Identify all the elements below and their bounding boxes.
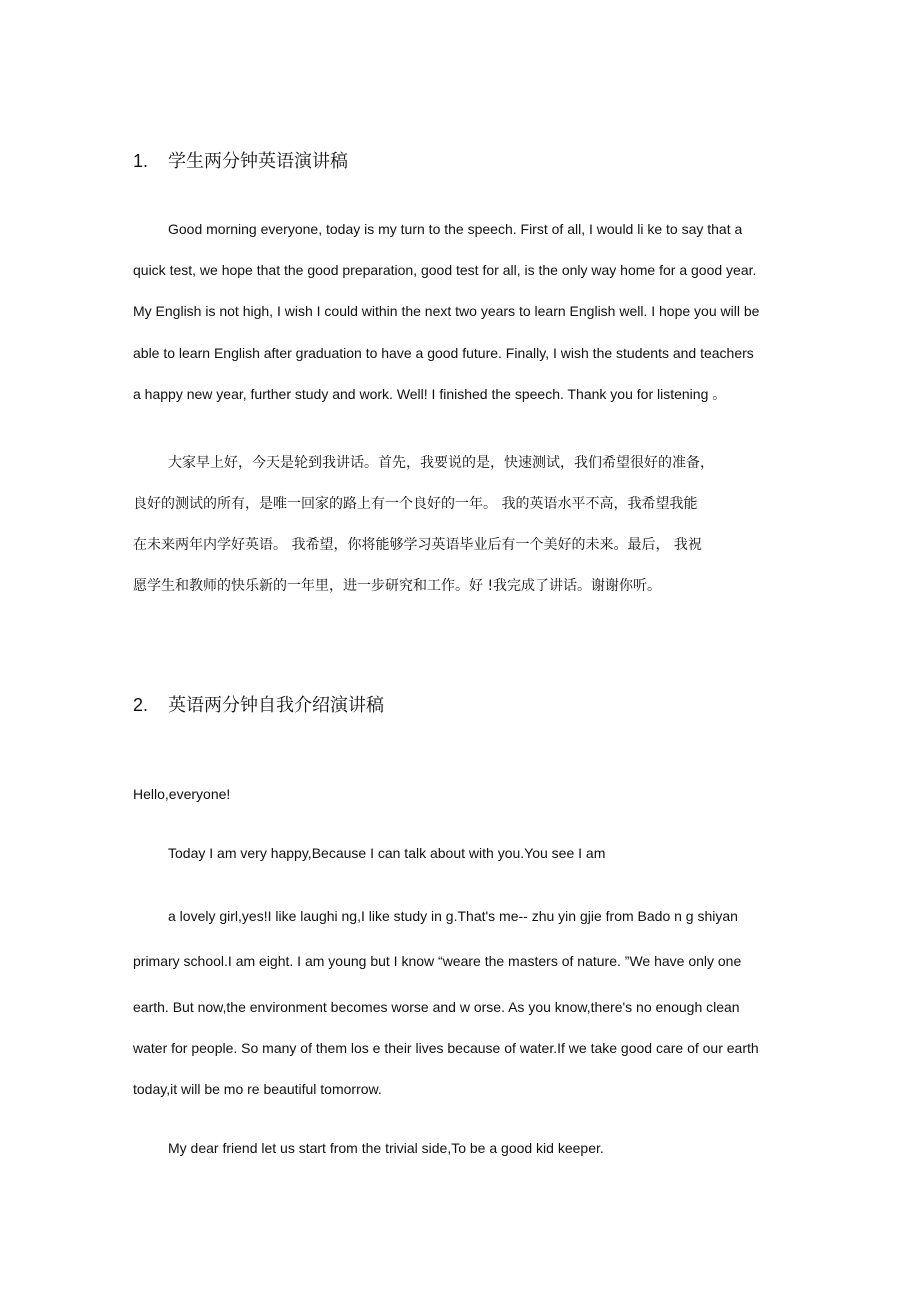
paragraph-line: a lovely girl,yes!I like laughi ng,I like study in g.That's me-- zhu yin gjie from Bado n g shiyan: [168, 908, 738, 924]
paragraph-line: 良好的测试的所有，是唯一回家的路上有一个良好的一年。 我的英语水平不高，我希望我能: [133, 496, 698, 512]
paragraph-line: quick test, we hope that the good preparation, good test for all, is the only way home for a good year.: [133, 262, 757, 278]
paragraph-line: a happy new year, further study and work. Well! I finished the speech. Thank you for listening 。: [133, 386, 727, 402]
intro-line: Today I am very happy,Because I can talk about with you.You see I am: [168, 845, 606, 861]
section-1-number: 1.: [133, 151, 149, 171]
section-2-number: 2.: [133, 695, 149, 715]
paragraph-line: 大家早上好，今天是轮到我讲话。首先，我要说的是，快速测试，我们希望很好的准备，: [168, 455, 714, 471]
closing-line: My dear friend let us start from the trivial side,To be a good kid keeper.: [168, 1140, 604, 1156]
paragraph-line: Good morning everyone, today is my turn to the speech. First of all, I would li ke to say that a: [168, 221, 743, 237]
paragraph-line: able to learn English after graduation to have a good future. Finally, I wish the students and teachers: [133, 345, 754, 361]
paragraph-line: My English is not high, I wish I could within the next two years to learn English well. I hope you will be: [133, 303, 760, 319]
paragraph-line: 在未来两年内学好英语。 我希望，你将能够学习英语毕业后有一个美好的未来。最后， 我祝: [133, 537, 702, 553]
section-1-title: 学生两分钟英语演讲稿: [168, 151, 348, 172]
paragraph-line: water for people. So many of them los e their lives because of water.If we take good care of our earth: [133, 1040, 759, 1056]
paragraph-line: earth. But now,the environment becomes worse and w orse. As you know,there's no enough clean: [133, 999, 740, 1015]
section-2-heading: [133, 693, 384, 718]
paragraph-line: 愿学生和教师的快乐新的一年里，进一步研究和工作。好 !我完成了讲话。谢谢你听。: [133, 578, 662, 594]
section-2-title: 英语两分钟自我介绍演讲稿: [168, 695, 384, 716]
greeting-line: Hello,everyone!: [133, 786, 231, 802]
paragraph-line: today,it will be mo re beautiful tomorrow.: [133, 1081, 382, 1097]
paragraph-line: primary school.I am eight. I am young but I know “weare the masters of nature. ”We have only one: [133, 953, 742, 969]
section-1-heading: [133, 149, 348, 174]
